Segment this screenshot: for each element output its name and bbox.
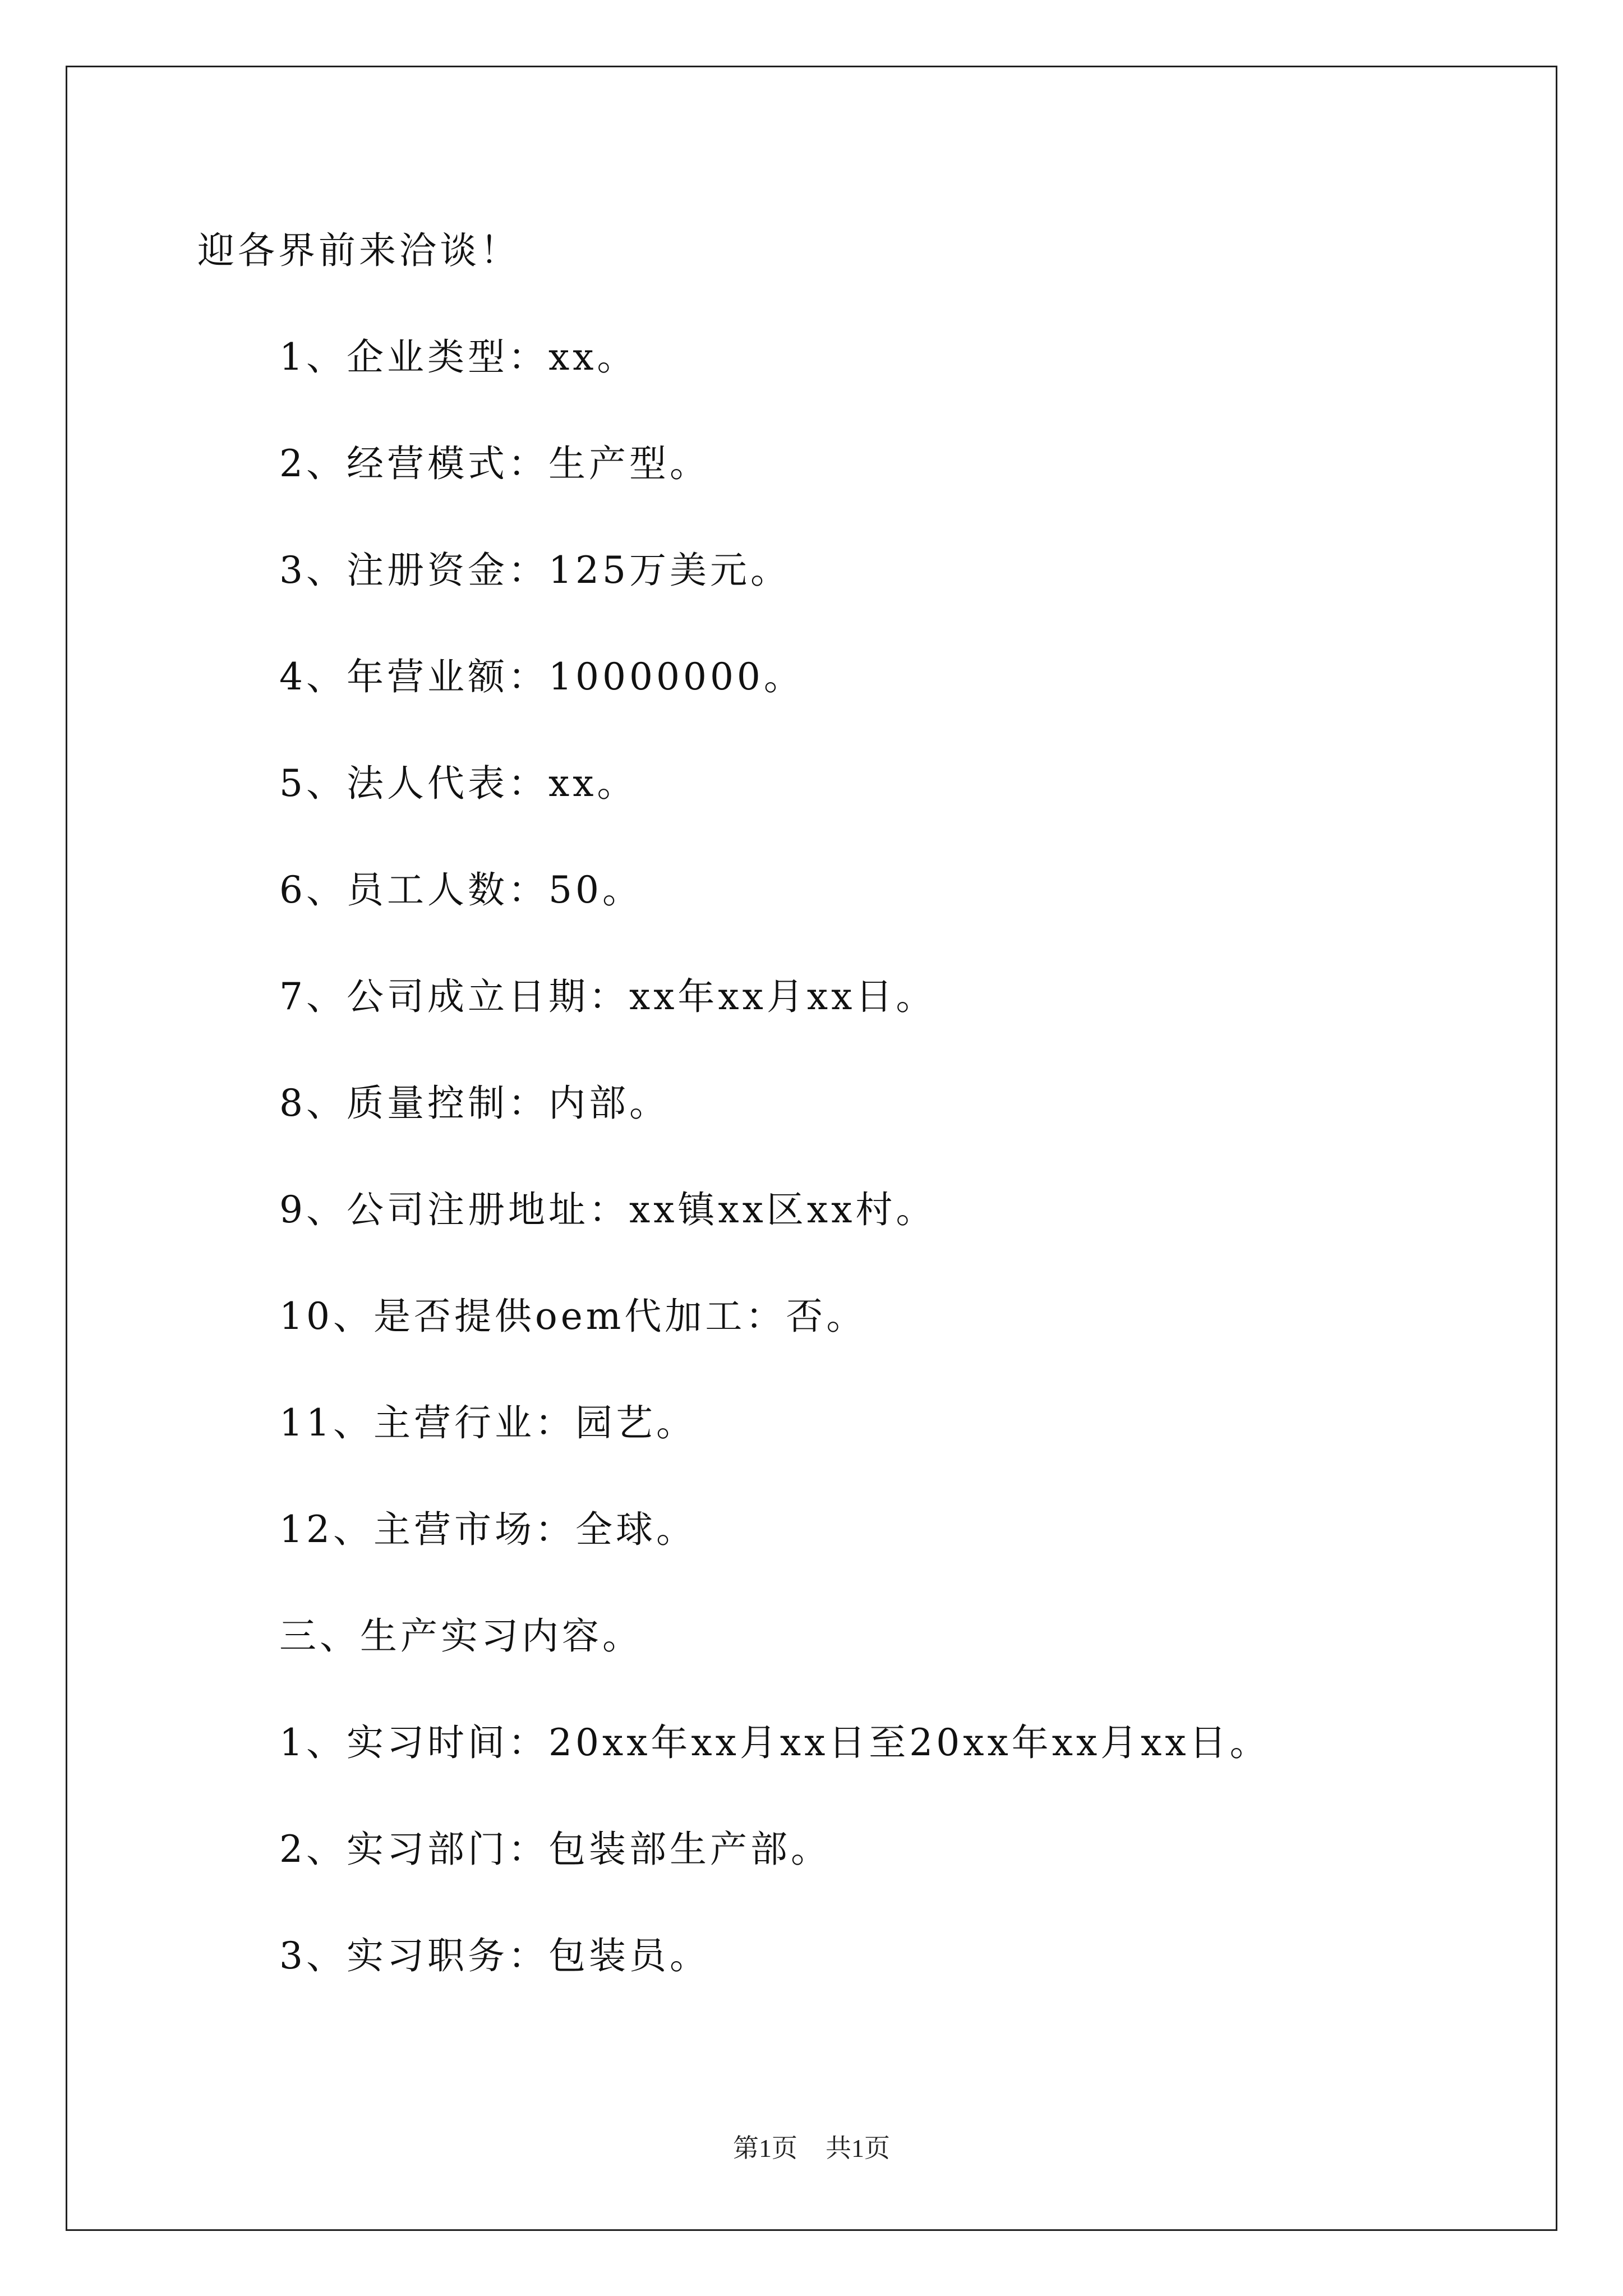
- section-heading: 三、生产实习内容。: [279, 1614, 643, 1658]
- page-footer: [0, 2132, 1623, 2165]
- list-item: 7、公司成立日期：xx年xx月xx日。: [279, 975, 937, 1018]
- list-item: 8、质量控制：内部。: [279, 1082, 670, 1125]
- list-item: 11、主营行业：园艺。: [279, 1401, 697, 1444]
- intro-paragraph: 迎各界前来洽谈！: [197, 229, 520, 272]
- list-item: 4、年营业额：10000000。: [279, 655, 804, 698]
- list-item: 1、企业类型：xx。: [279, 335, 638, 379]
- list-item: 3、实习职务：包装员。: [279, 1934, 710, 1977]
- page-number: 第1页: [733, 2134, 797, 2162]
- list-item: 3、注册资金：125万美元。: [279, 549, 791, 592]
- list-item: 6、员工人数：50。: [279, 868, 643, 912]
- list-item: 2、经营模式：生产型。: [279, 442, 710, 485]
- list-item: 12、主营市场：全球。: [279, 1508, 697, 1551]
- list-item: 2、实习部门：包装部生产部。: [279, 1828, 831, 1871]
- list-item: 1、实习时间：20xx年xx月xx日至20xx年xx月xx日。: [279, 1721, 1270, 1764]
- list-item: 9、公司注册地址：xx镇xx区xx村。: [279, 1188, 937, 1231]
- list-item: 5、法人代表：xx。: [279, 762, 638, 805]
- page-total: 共1页: [826, 2134, 890, 2162]
- list-item: 10、是否提供oem代加工：否。: [279, 1295, 867, 1338]
